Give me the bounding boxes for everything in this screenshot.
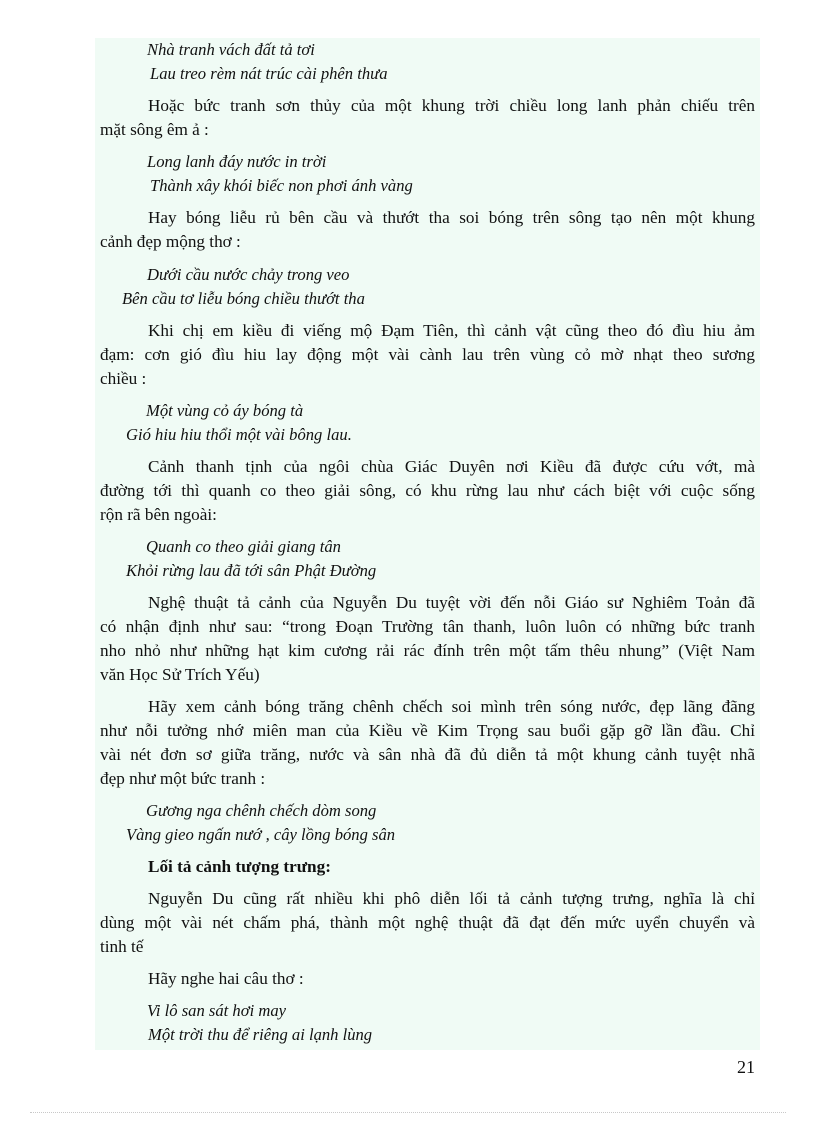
poem-line: Dưới cầu nước chảy trong veo <box>147 265 350 284</box>
paragraph-line: Hãy xem cảnh bóng trăng chênh chếch soi mình trên sóng nước, đẹp lãng đãng <box>148 697 755 716</box>
paragraph-line: văn Học Sử Trích Yếu) <box>100 665 260 684</box>
paragraph-line: Cảnh thanh tịnh của ngôi chùa Giác Duyên nơi Kiều đã được cứu vớt, mà <box>148 457 755 476</box>
poem-line: Một trời thu để riêng ai lạnh lùng <box>148 1025 373 1044</box>
page-content <box>95 38 760 1050</box>
paragraph-line: mặt sông êm ả : <box>100 120 209 139</box>
poem-line: Lau treo rèm nát trúc cài phên thưa <box>150 64 388 83</box>
poem-line: Khỏi rừng lau đã tới sân Phật Đường <box>126 561 377 580</box>
poem-line: Gương nga chênh chếch dòm song <box>146 801 377 820</box>
paragraph-line: đạm: cơn gió đìu hiu lay động một vài cành lau trên vùng cỏ mờ nhạt theo sương <box>100 345 755 364</box>
paragraph-line: như nỗi tưởng nhớ miên man của Kiều về Kim Trọng sau buổi gặp gỡ lần đầu. Chỉ <box>100 721 755 740</box>
bottom-divider <box>30 1112 786 1113</box>
paragraph-line: có nhận định như sau: “trong Đoạn Trường tân thanh, luôn luôn có những bức tranh <box>100 617 755 636</box>
paragraph-line: nho nhỏ như những hạt kim cương rải rác đính trên một tấm thêu nhung” (Việt Nam <box>100 641 755 660</box>
paragraph-line: Hay bóng liễu rủ bên cầu và thướt tha soi bóng trên sông tạo nên một khung <box>148 208 755 227</box>
paragraph-line: vài nét đơn sơ giữa trăng, nước và sân nhà đã đủ diễn tả một khung cảnh tuyệt nhã <box>100 745 755 764</box>
heading-line: Lối tả cảnh tượng trưng: <box>148 857 331 876</box>
paragraph-line: Nguyễn Du cũng rất nhiều khi phô diễn lối tả cảnh tượng trưng, nghĩa là chỉ <box>148 889 755 908</box>
paragraph-line: chiều : <box>100 369 147 388</box>
paragraph-line: dùng một vài nét chấm phá, thành một nghệ thuật đã đạt đến mức uyển chuyển và <box>100 913 755 932</box>
paragraph-line: Khi chị em kiều đi viếng mộ Đạm Tiên, thì cảnh vật cũng theo đó đìu hiu ảm <box>148 321 755 340</box>
poem-line: Nhà tranh vách đất tả tơi <box>147 40 315 59</box>
paragraph-line: Hoặc bức tranh sơn thủy của một khung trời chiều long lanh phản chiếu trên <box>148 96 755 115</box>
poem-line: Gió hiu hiu thổi một vài bông lau. <box>126 425 352 444</box>
poem-line: Một vùng cỏ áy bóng tà <box>146 401 304 420</box>
poem-line: Vi lô san sát hơi may <box>147 1001 286 1020</box>
paragraph-line: tinh tế <box>100 937 144 956</box>
paragraph-line: Nghệ thuật tả cảnh của Nguyễn Du tuyệt vời đến nỗi Giáo sư Nghiêm Toản đã <box>148 593 755 612</box>
poem-line: Long lanh đáy nước in trời <box>147 152 327 171</box>
paragraph-line: cảnh đẹp mộng thơ : <box>100 232 241 251</box>
paragraph-line: rộn rã bên ngoài: <box>100 505 217 524</box>
poem-line: Bên cầu tơ liễu bóng chiều thướt tha <box>122 289 365 308</box>
poem-line: Quanh co theo giải giang tân <box>146 537 341 556</box>
paragraph-line: đẹp như một bức tranh : <box>100 769 266 788</box>
poem-line: Vàng gieo ngấn nướ , cây lồng bóng sân <box>126 825 396 844</box>
paragraph-line: đường tới thì quanh co theo giải sông, có khu rừng lau như cách biệt với cuộc sống <box>100 481 755 500</box>
paragraph-line: Hãy nghe hai câu thơ : <box>148 969 304 988</box>
page-number: 21 <box>737 1057 755 1077</box>
poem-line: Thành xây khói biếc non phơi ánh vàng <box>150 176 413 195</box>
